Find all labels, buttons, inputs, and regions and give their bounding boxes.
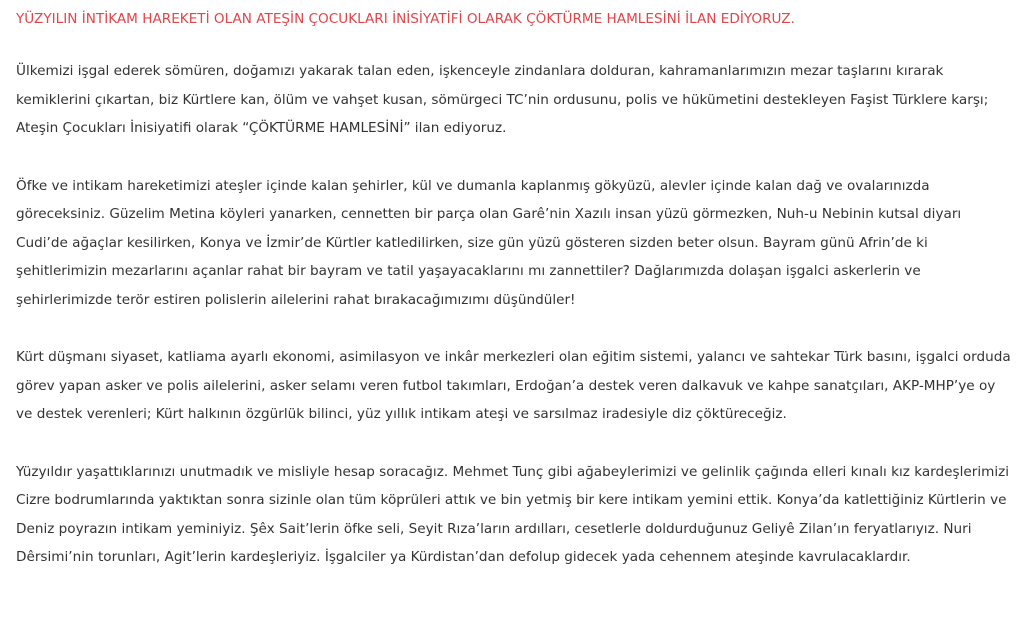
article-paragraph: Ülkemizi işgal ederek sömüren, doğamızı yakarak talan eden, işkenceyle zindanlara dolduran, kahramanlarımızın mezar taşlarını kırarak kemiklerini çıkartan, biz Kürtlere kan, ölüm ve vahşet kusan, sömürgeci TC’nin ordusunu, polis ve hükümetini destekleyen Faşist Türklere karşı; Ateşin Çocukları İnisiyatifi olarak “ÇÖKTÜRME HAMLESİNİ” ilan ediyoruz. [16, 63, 989, 136]
article-paragraph: Yüzyıldır yaşattıklarınızı unutmadık ve misliyle hesap soracağız. Mehmet Tunç gibi ağabeylerimizi ve gelinlik çağında elleri kınalı kız kardeşlerimizi Cizre bodrumlarında yaktıktan sonra sizinle olan tüm köprüleri attık ve bin yetmiş bir kere intikam yemini ettik. Konya’da katlettiğiniz Kürtlerin ve Deniz poyrazın intikam yeminiyiz. Şêx Sait’lerin öfke seli, Seyit Rıza’ların ardılları, cesetlerle doldurduğunuz Geliyê Zilan’ın feryatlarıyız. Nuri Dêrsimi’nin torunları, Agit’lerin kardeşleriyiz. İşgalciler ya Kürdistan’dan defolup gidecek yada cehennem ateşinde kavrulacaklardır. [16, 463, 1010, 565]
article-paragraph: Kürt düşmanı siyaset, katliama ayarlı ekonomi, asimilasyon ve inkâr merkezleri olan eğitim sistemi, yalancı ve sahtekar Türk basını, işgalci orduda görev yapan asker ve polis ailelerini, asker selamı veren futbol takımları, Erdoğan’a destek veren dalkavuk ve kahpe sanatçıları, AKP-MHP’ye oy ve destek verenleri; Kürt halkının özgürlük bilinci, yüz yıllık intikam ateşi ve sarsılmaz iradesiyle diz çöktüreceğiz. [16, 349, 1011, 422]
article [16, 0, 1016, 572]
article-headline: YÜZYILIN İNTİKAM HAREKETİ OLAN ATEŞİN ÇOCUKLARI İNİSİYATİFİ OLARAK ÇÖKTÜRME HAMLESİNİ İLAN EDİYORUZ. [16, 11, 795, 27]
article-paragraph: Öfke ve intikam hareketimizi ateşler içinde kalan şehirler, kül ve dumanla kaplanmış gökyüzü, alevler içinde kalan dağ ve ovalarınızda göreceksiniz. Güzelim Metina köyleri yanarken, cennetten bir parça olan Garê’nin Xazılı insan yüzü görmezken, Nuh-u Nebinin kutsal diyarı Cudi’de ağaçlar kesilirken, Konya ve İzmir’de Kürtler katledilirken, size gün yüzü gösteren sizden beter olsun. Bayram günü Afrin’de ki şehitlerimizin mezarlarını açanlar rahat bir bayram ve tatil yaşayacaklarını mı zannettiler? Dağlarımızda dolaşan işgalci askerlerin ve şehirlerimizde terör estiren polislerin ailelerini rahat bırakacağımızımı düşündüler! [16, 177, 962, 308]
